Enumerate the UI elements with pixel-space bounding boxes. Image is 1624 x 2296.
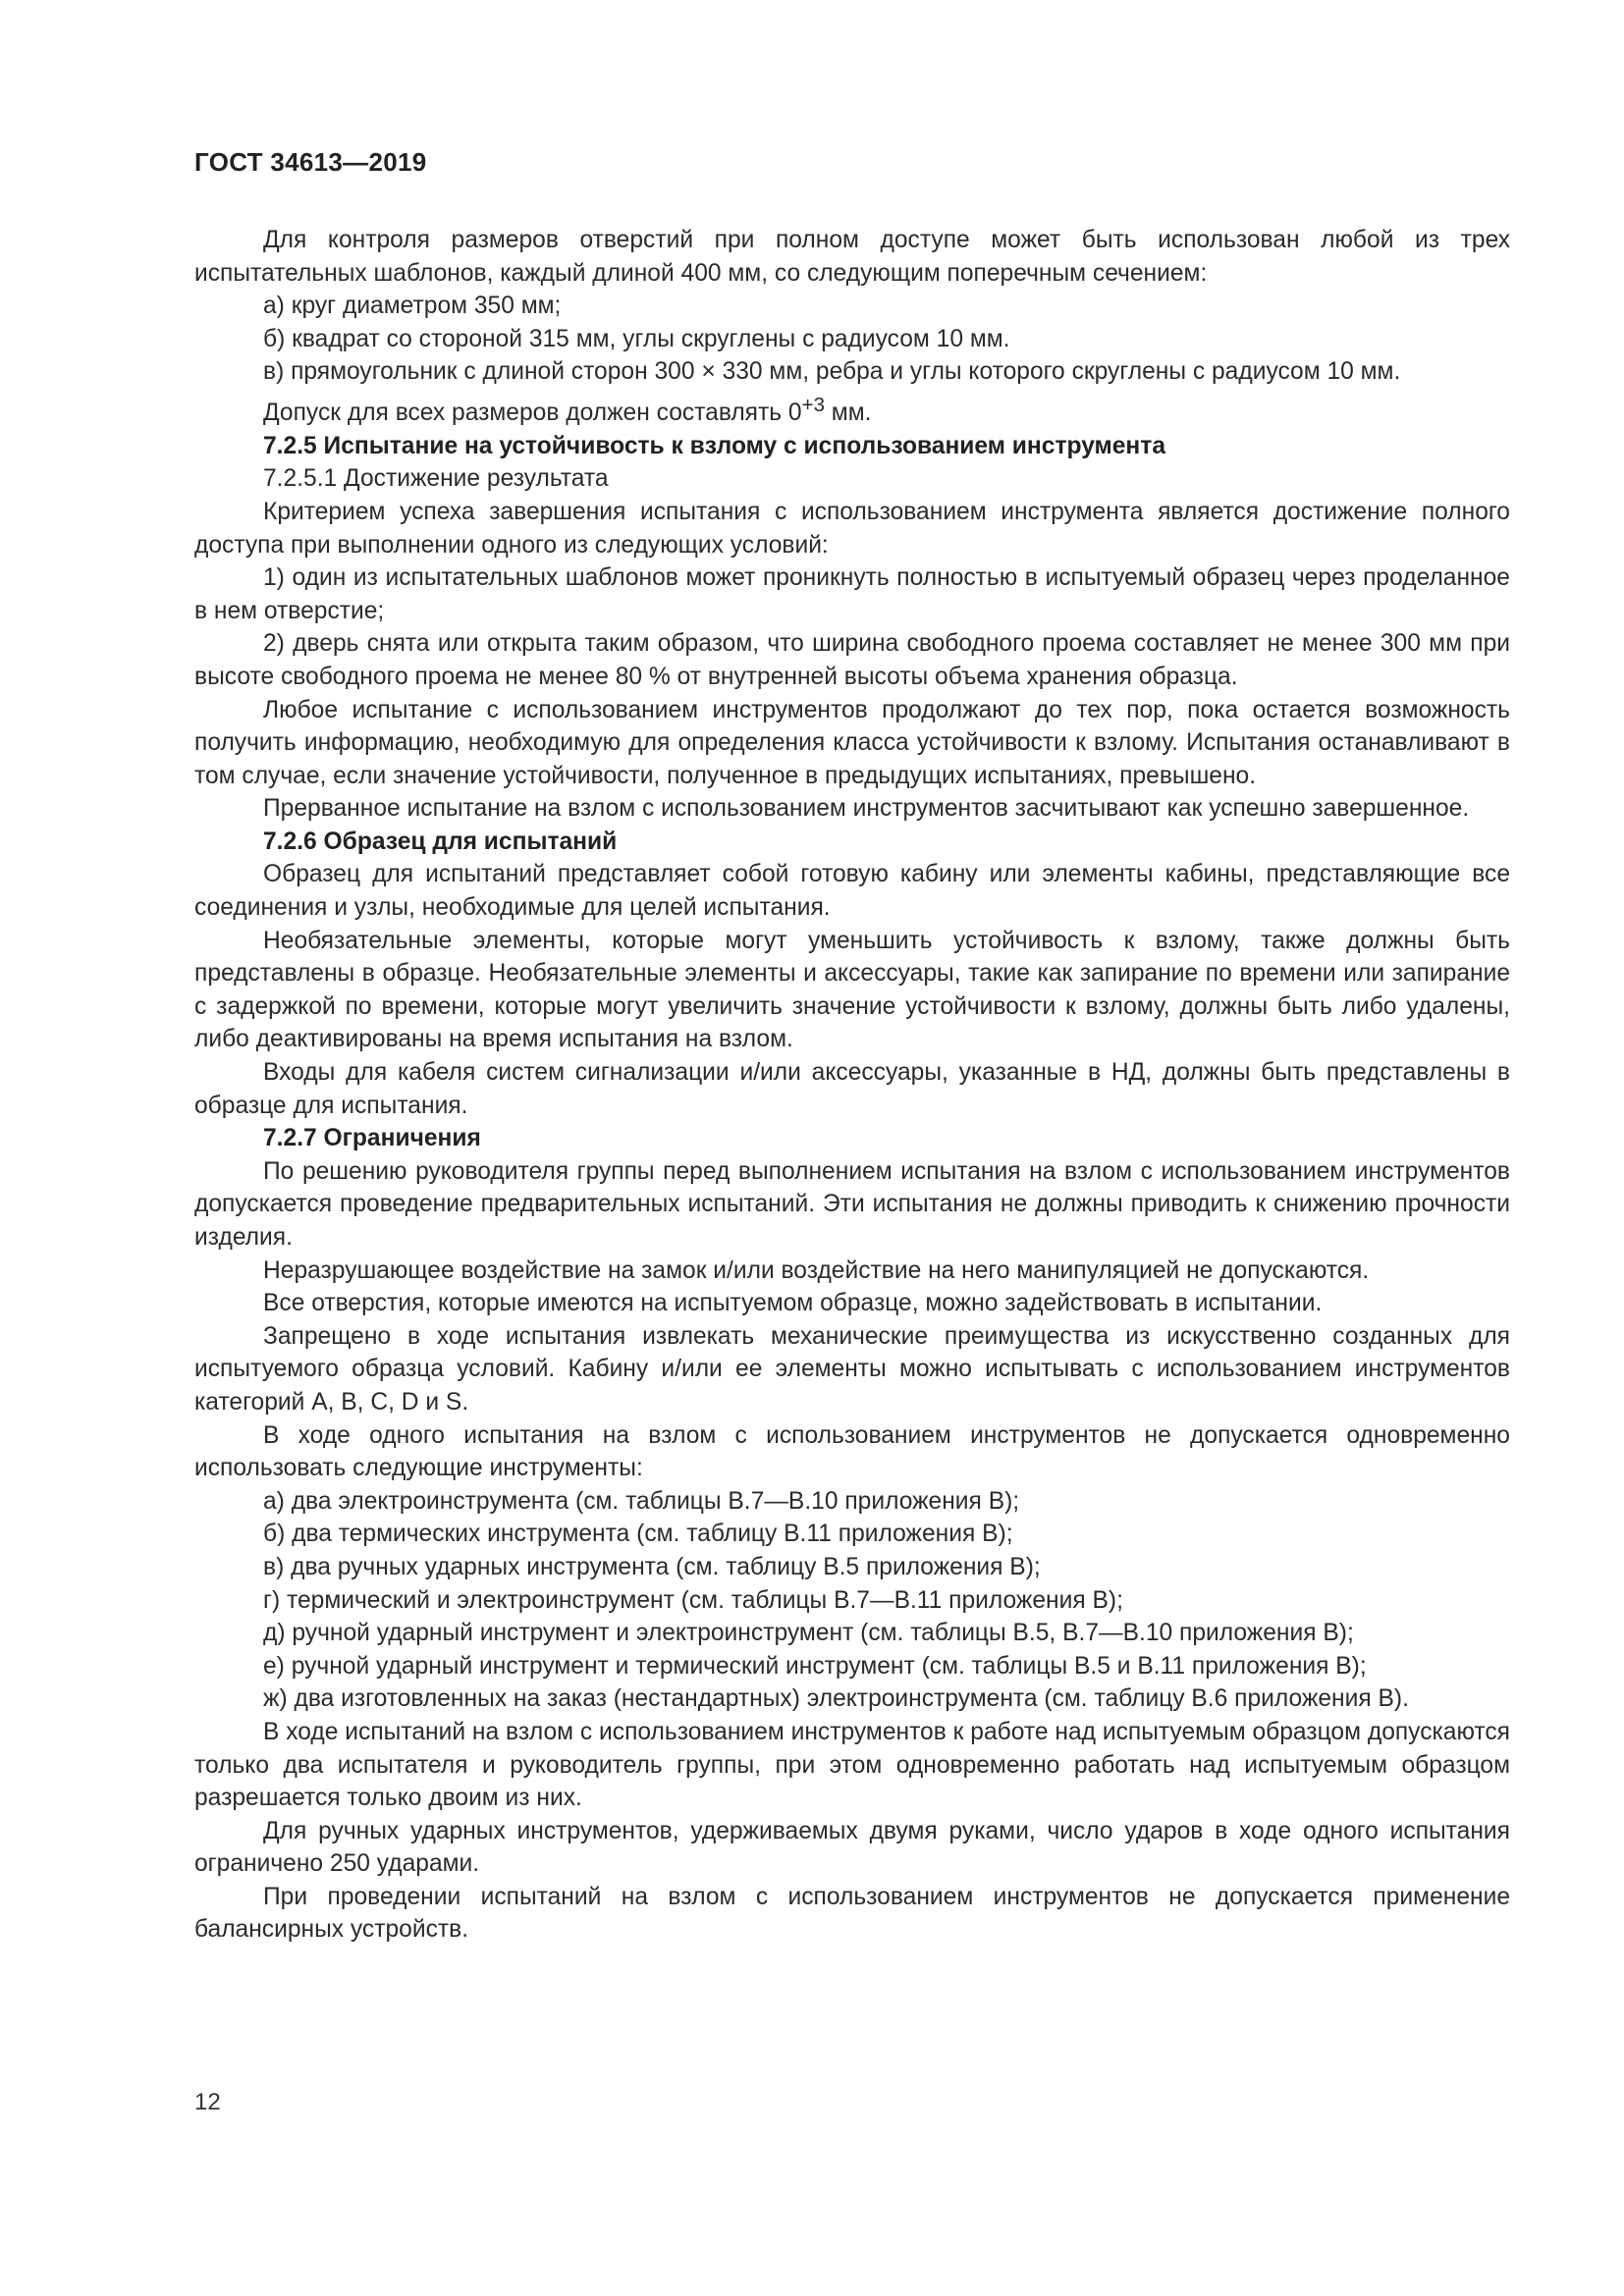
list-item: д) ручной ударный инструмент и электроинструмент (см. таблицы В.5, В.7—В.10 приложения В); <box>263 1620 1354 1647</box>
document-header: ГОСТ 34613—2019 <box>194 147 427 177</box>
paragraph: Необязательные элементы, которые могут уменьшить устойчивость к взлому, также должны быть представлены в образце. Необязательные элементы и аксессуары, такие как запирание по времени или запирание с задержкой по времени, которые могут увеличить значение устойчивости к взлому, должны быть либо удалены, либо деактивированы на время испытания на взлом. <box>194 927 1510 1053</box>
paragraph <box>194 389 1510 430</box>
list-item: а) два электроинструмента (см. таблицы В.7—В.10 приложения В); <box>263 1487 1020 1515</box>
paragraph: Любое испытание с использованием инструментов продолжают до тех пор, пока остается возможность получить информацию, необходимую для определения класса устойчивости к взлому. Испытания останавливают в том случае, если значение устойчивости, полученное в предыдущих испытаниях, превышено. <box>194 696 1510 789</box>
paragraph: Все отверстия, которые имеются на испытуемом образце, можно задействовать в испытании. <box>263 1290 1323 1317</box>
paragraph: Входы для кабеля систем сигнализации и/или аксессуары, указанные в НД, должны быть представлены в образце для испытания. <box>194 1059 1510 1119</box>
paragraph: Образец для испытаний представляет собой готовую кабину или элементы кабины, представляющие все соединения и узлы, необходимые для целей испытания. <box>194 861 1510 922</box>
section-heading: 7.2.5 Испытание на устойчивость к взлому с использованием инструмента <box>263 432 1165 459</box>
paragraph: По решению руководителя группы перед выполнением испытания на взлом с использованием инструментов допускается проведение предварительных испытаний. Эти испытания не должны приводить к снижению прочности изделия. <box>194 1157 1510 1251</box>
section-heading: 7.2.7 Ограничения <box>263 1125 481 1152</box>
tolerance-superscript: +3 <box>801 393 825 416</box>
list-item: ж) два изготовленных на заказ (нестандартных) электроинструмента (см. таблицу В.6 приложения В). <box>263 1685 1409 1713</box>
list-item: в) прямоугольник с длиной сторон 300 × 330 мм, ребра и углы которого скруглены с радиусом 10 мм. <box>263 358 1401 386</box>
list-item: е) ручной ударный инструмент и термический инструмент (см. таблицы В.5 и В.11 приложения В); <box>263 1652 1367 1680</box>
list-item: б) два термических инструмента (см. таблицу В.11 приложения В); <box>263 1521 1013 1548</box>
page-number: 12 <box>194 2089 221 2115</box>
paragraph: Запрещено в ходе испытания извлекать механические преимущества из искусственно созданных для испытуемого образца условий. Кабину и/или ее элементы можно испытывать с использованием инструментов категорий A, B, C, D и S. <box>194 1322 1510 1415</box>
subsection-heading: 7.2.5.1 Достижение результата <box>263 465 609 493</box>
paragraph: Неразрушающее воздействие на замок и/или воздействие на него манипуляцией не допускаются. <box>263 1256 1370 1284</box>
list-item: г) термический и электроинструмент (см. таблицы В.7—В.11 приложения В); <box>263 1586 1123 1614</box>
list-item: б) квадрат со стороной 315 мм, углы скруглены с радиусом 10 мм. <box>263 325 1010 352</box>
tolerance-text: Допуск для всех размеров должен составлять 0 <box>263 400 802 427</box>
list-item: 2) дверь снята или открыта таким образом, что ширина свободного проема составляет не менее 300 мм при высоте свободного проема не менее 80 % от внутренней высоты объема хранения образца. <box>194 630 1510 690</box>
list-item: в) два ручных ударных инструмента (см. таблицу В.5 приложения В); <box>263 1553 1041 1580</box>
paragraph: Для контроля размеров отверстий при полном доступе может быть использован любой из трех испытательных шаблонов, каждый длиной 400 мм, со следующим поперечным сечением: <box>194 227 1510 287</box>
paragraph: Для ручных ударных инструментов, удерживаемых двумя руками, число ударов в ходе одного испытания ограничено 250 ударами. <box>194 1817 1510 1878</box>
section-heading: 7.2.6 Образец для испытаний <box>263 828 618 855</box>
paragraph: В ходе испытаний на взлом с использованием инструментов к работе над испытуемым образцом допускаются только два испытателя и руководитель группы, при этом одновременно работать над испытуемым образцом разрешается только двоим из них. <box>194 1718 1510 1812</box>
paragraph: Критерием успеха завершения испытания с использованием инструмента является достижение полного доступа при выполнении одного из следующих условий: <box>194 498 1510 559</box>
tolerance-unit: мм. <box>824 400 872 427</box>
paragraph: Прерванное испытание на взлом с использованием инструментов засчитывают как успешно завершенное. <box>263 795 1470 823</box>
list-item: а) круг диаметром 350 мм; <box>263 293 562 320</box>
document-body <box>194 224 1510 1947</box>
paragraph: При проведении испытаний на взлом с использованием инструментов не допускается применение балансирных устройств. <box>194 1883 1510 1944</box>
list-item: 1) один из испытательных шаблонов может проникнуть полностью в испытуемый образец через проделанное в нем отверстие; <box>194 564 1510 624</box>
paragraph: В ходе одного испытания на взлом с использованием инструментов не допускается одновременно использовать следующие инструменты: <box>194 1421 1510 1482</box>
